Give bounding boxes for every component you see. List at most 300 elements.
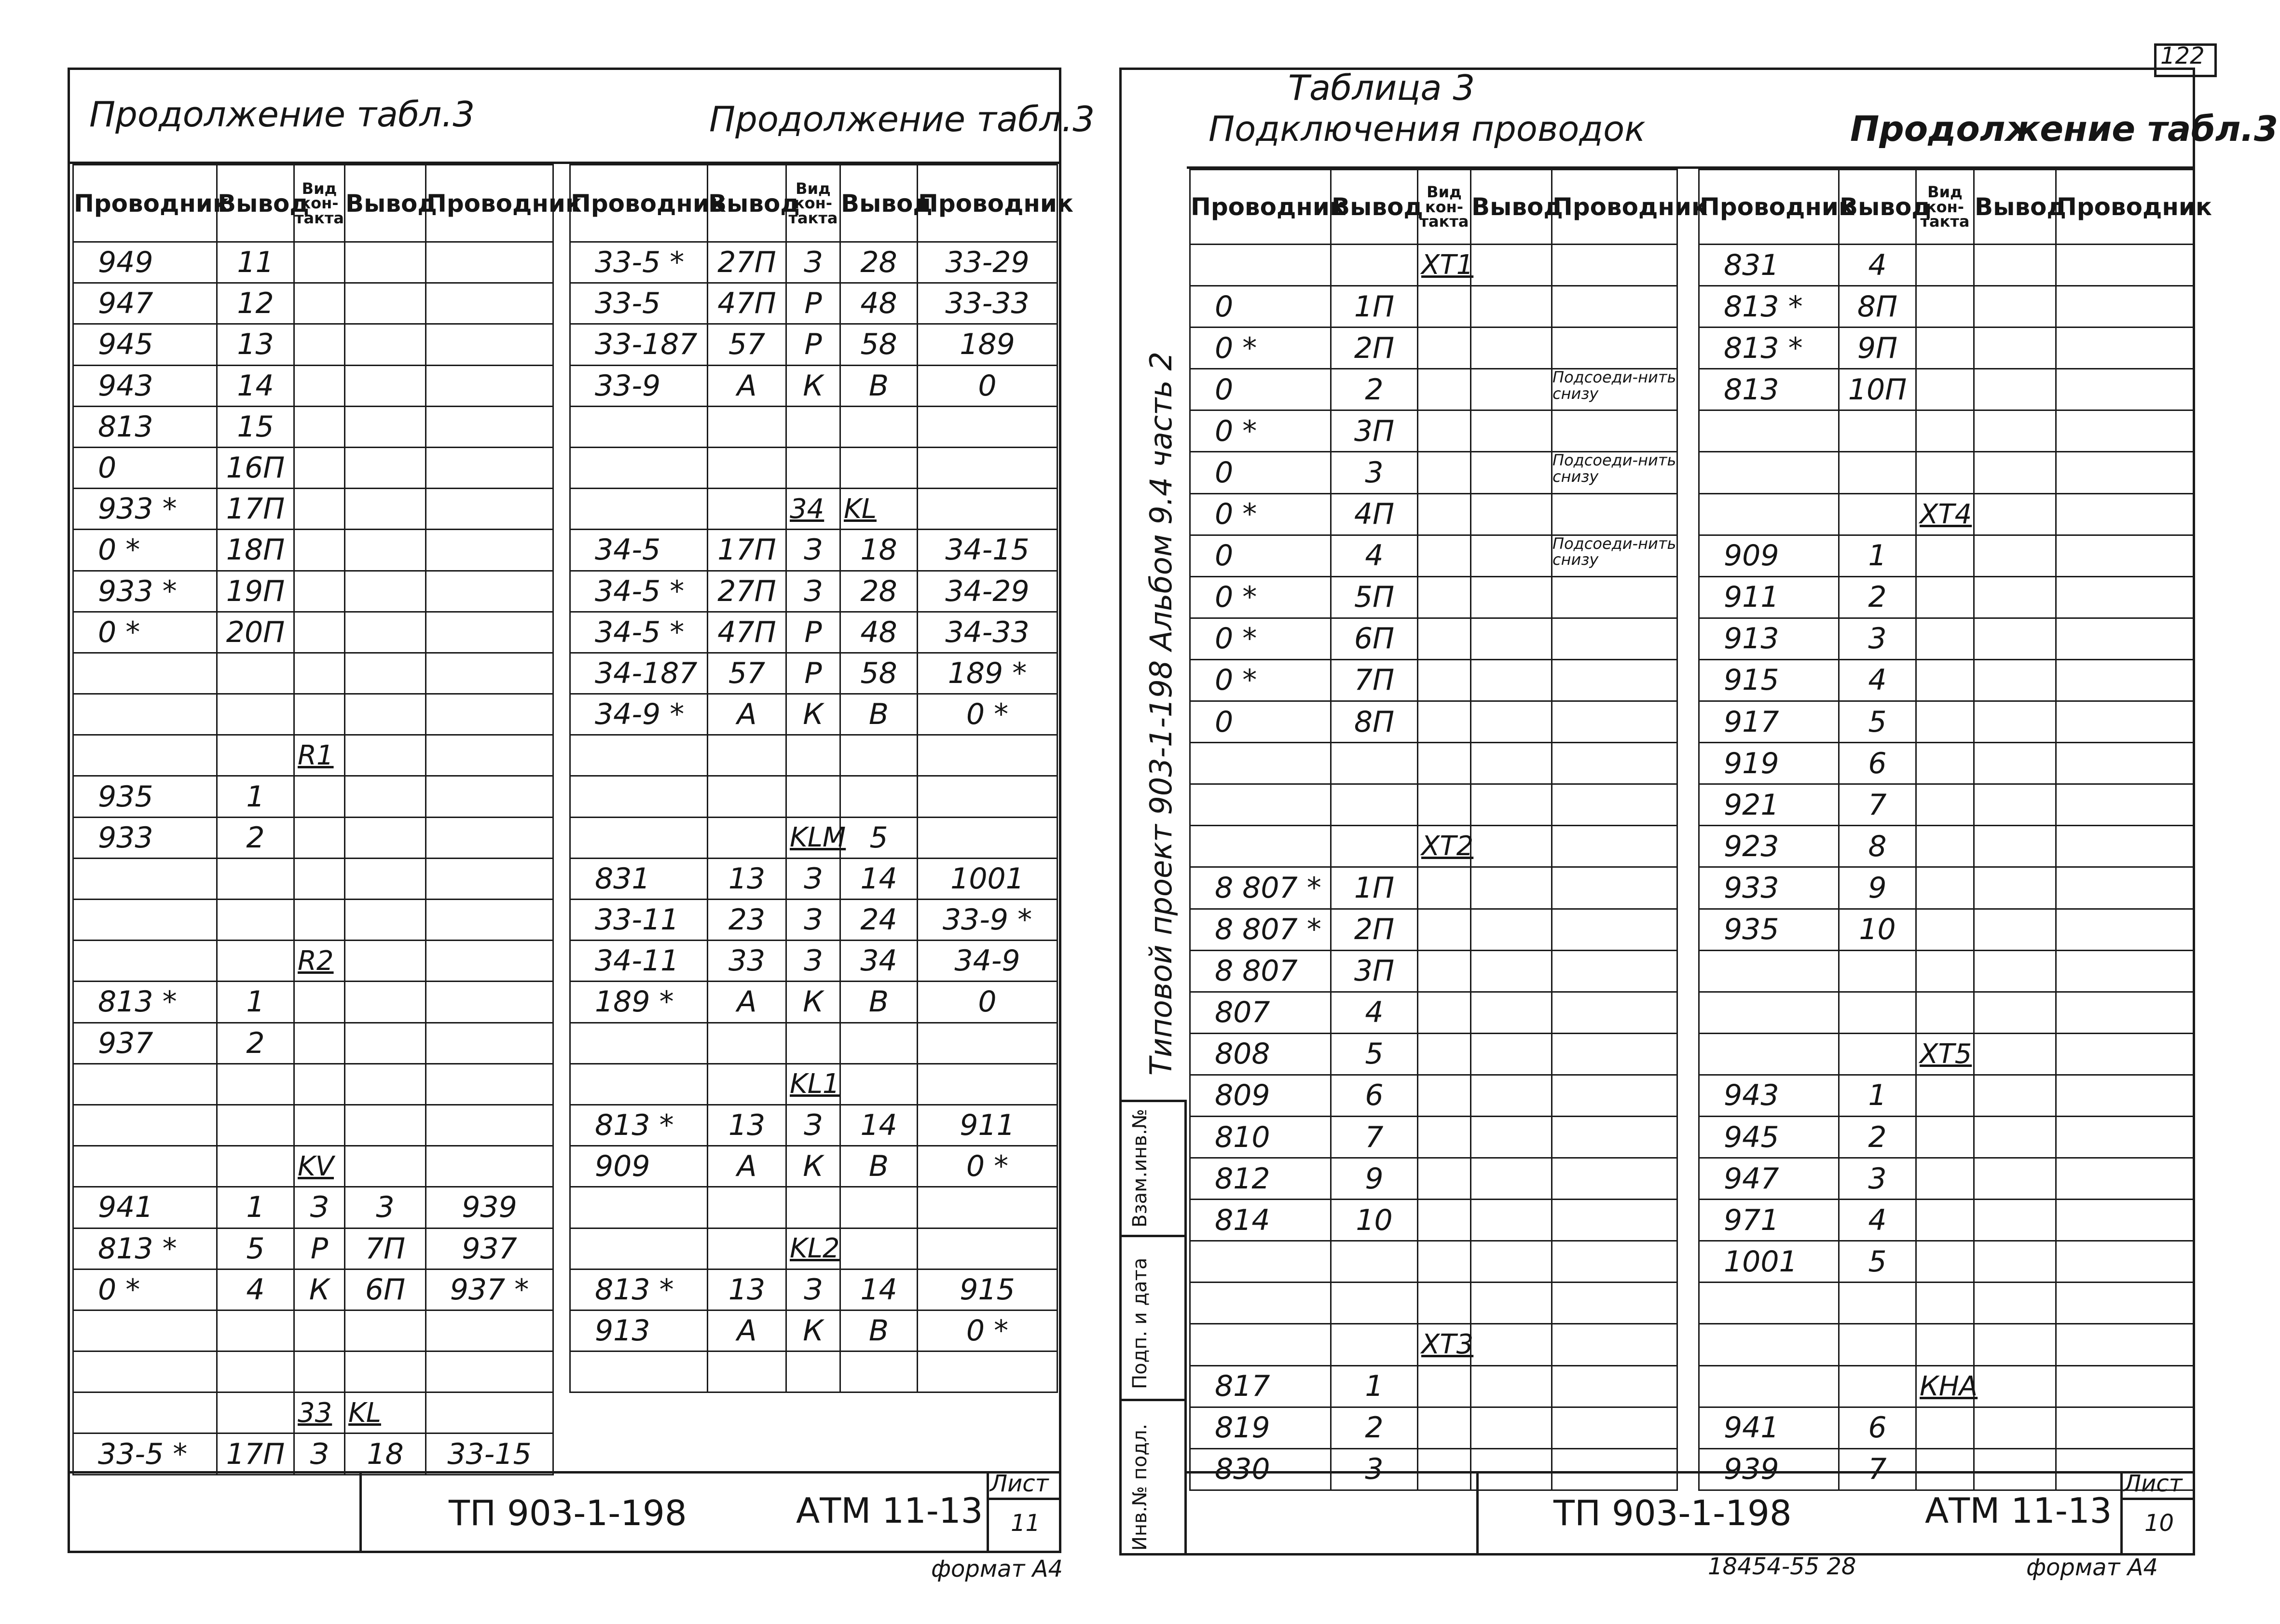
table-cell	[345, 735, 426, 776]
table-cell	[1916, 245, 1974, 286]
table-cell	[1552, 328, 1677, 369]
table-row	[1699, 784, 2194, 826]
table-cell: 1	[1331, 1365, 1418, 1407]
table-cell	[2056, 950, 2194, 992]
table-cell	[570, 1228, 708, 1269]
table-row	[73, 1146, 553, 1187]
table-cell	[73, 1105, 217, 1146]
table-cell: А	[708, 982, 786, 1023]
left-stamp-sheet-rule	[987, 1498, 1061, 1500]
table-cell	[1418, 1241, 1471, 1283]
table-cell: 0 *	[918, 1310, 1058, 1351]
table-cell	[2056, 1158, 2194, 1200]
table-cell: К	[786, 365, 840, 406]
table-row	[570, 365, 1058, 406]
table-cell: 0	[1190, 701, 1331, 743]
table-cell: 921	[1699, 784, 1839, 826]
table-cell	[1418, 1075, 1471, 1116]
table-cell	[345, 612, 426, 653]
table-cell	[1916, 1407, 1974, 1448]
header-conductor: Проводник	[426, 165, 553, 242]
table-cell: 34-29	[918, 571, 1058, 612]
table-cell	[1974, 909, 2056, 950]
table-cell	[1916, 1241, 1974, 1283]
table-cell: 6П	[345, 1269, 426, 1310]
table-cell	[1974, 410, 2056, 452]
table-cell	[1418, 1033, 1471, 1075]
table-cell	[1331, 743, 1418, 784]
table-cell: 189 *	[570, 982, 708, 1023]
table-cell	[570, 735, 708, 776]
right-side-box-3	[1119, 1399, 1184, 1401]
table-cell	[294, 283, 345, 324]
table-cell	[1916, 1283, 1974, 1324]
table-cell: 2	[217, 1023, 294, 1064]
table-cell	[1552, 1241, 1677, 1283]
table-cell	[1916, 992, 1974, 1033]
table-cell: 941	[73, 1187, 217, 1228]
table-cell	[426, 941, 553, 982]
table-cell: 2	[1331, 1407, 1418, 1448]
table-row	[73, 858, 553, 899]
table-cell	[294, 858, 345, 899]
table-row	[1190, 950, 1677, 992]
table-row	[1190, 826, 1677, 867]
right-side-text: Типовой проект 903-1-198 Альбом 9.4 часть 2	[1143, 352, 1179, 1076]
table-cell: XT2	[1418, 826, 1471, 867]
table-cell: 14	[840, 1269, 918, 1310]
table-cell	[294, 1023, 345, 1064]
table-cell	[570, 1351, 708, 1392]
left-stamp-top	[68, 1471, 1061, 1474]
table-cell: 15	[217, 406, 294, 447]
table-cell	[1471, 410, 1552, 452]
table-row	[73, 1269, 553, 1310]
table-row	[1190, 1365, 1677, 1407]
table-row	[73, 406, 553, 447]
table-cell: В	[840, 1310, 918, 1351]
table-cell: 813 *	[73, 1228, 217, 1269]
table-cell: 27П	[708, 571, 786, 612]
table-cell: 34	[786, 489, 840, 530]
table-cell	[217, 735, 294, 776]
table-cell: R2	[294, 941, 345, 982]
table-cell	[1418, 1116, 1471, 1158]
table-cell	[1552, 743, 1677, 784]
table-cell: 7	[1839, 1448, 1916, 1490]
table-cell: 8	[1839, 826, 1916, 867]
table-cell: В	[840, 365, 918, 406]
table-row	[1699, 245, 2194, 286]
table-row	[73, 530, 553, 571]
table-cell	[2056, 1324, 2194, 1365]
table-cell: 6	[1839, 743, 1916, 784]
table-row	[73, 1310, 553, 1351]
table-row	[1699, 1241, 2194, 1283]
table-row	[1190, 369, 1677, 410]
table-cell	[1418, 493, 1471, 535]
table-cell	[1471, 1033, 1552, 1075]
table-cell	[1839, 452, 1916, 493]
table-cell	[1916, 618, 1974, 659]
table-cell	[426, 406, 553, 447]
table-cell	[1418, 867, 1471, 909]
table-row	[1699, 1075, 2194, 1116]
table-cell: 3П	[1331, 950, 1418, 992]
table-cell: 20П	[217, 612, 294, 653]
table-cell: 58	[840, 653, 918, 694]
table-cell	[2056, 245, 2194, 286]
table-cell	[73, 1351, 217, 1392]
table-cell: 913	[570, 1310, 708, 1351]
table-cell: 34-15	[918, 530, 1058, 571]
table-cell: 189	[918, 324, 1058, 365]
table-cell: 14	[217, 365, 294, 406]
table-cell: XT1	[1418, 245, 1471, 286]
table-cell	[1974, 950, 2056, 992]
table-cell	[1974, 1033, 2056, 1075]
table-cell	[426, 1392, 553, 1433]
table-cell	[294, 571, 345, 612]
table-cell: 10	[1839, 909, 1916, 950]
table-cell: 0	[1190, 286, 1331, 328]
table-cell	[426, 242, 553, 283]
table-cell	[1974, 1324, 2056, 1365]
table-cell: 813	[1699, 369, 1839, 410]
table-cell	[1552, 784, 1677, 826]
table-cell	[1552, 826, 1677, 867]
table-cell	[294, 406, 345, 447]
table-row	[1699, 1283, 2194, 1324]
table-cell: 33-15	[426, 1433, 553, 1474]
table-cell: 18	[345, 1433, 426, 1474]
header-contact-type: Вид кон-такта	[786, 165, 840, 242]
table-cell	[1471, 1283, 1552, 1324]
right-stamp-sheet-rule	[2120, 1498, 2195, 1500]
table-cell	[1471, 369, 1552, 410]
table-cell	[840, 1023, 918, 1064]
table-cell	[2056, 1116, 2194, 1158]
table-row	[1190, 535, 1677, 576]
table-cell: 1П	[1331, 286, 1418, 328]
table-cell: 33-187	[570, 324, 708, 365]
table-cell: Подсоеди-нить снизу	[1552, 452, 1677, 493]
table-cell	[2056, 1241, 2194, 1283]
table-cell: 0 *	[918, 1146, 1058, 1187]
table-cell	[1418, 659, 1471, 701]
table-cell	[1916, 328, 1974, 369]
table-cell: 819	[1190, 1407, 1331, 1448]
table-cell	[1839, 1324, 1916, 1365]
table-cell	[1916, 369, 1974, 410]
table-cell	[1552, 1075, 1677, 1116]
header-terminal: Вывод	[1839, 170, 1916, 245]
table-cell	[1552, 618, 1677, 659]
table-cell	[345, 283, 426, 324]
table-cell: 807	[1190, 992, 1331, 1033]
table-row	[1699, 826, 2194, 867]
table-cell	[2056, 1283, 2194, 1324]
table-cell	[73, 735, 217, 776]
table-cell: 0 *	[918, 694, 1058, 735]
table-cell	[2056, 784, 2194, 826]
table-cell: 8П	[1839, 286, 1916, 328]
table-cell	[570, 1023, 708, 1064]
table-cell	[73, 900, 217, 941]
table-cell	[1190, 784, 1331, 826]
right-side-box-2	[1119, 1235, 1184, 1237]
table-cell: 34-5 *	[570, 612, 708, 653]
table-row	[73, 1023, 553, 1064]
table-row	[570, 941, 1058, 982]
table-cell	[1418, 1200, 1471, 1241]
table-cell: 949	[73, 242, 217, 283]
table-cell: 33-5 *	[570, 242, 708, 283]
table-cell: 33-29	[918, 242, 1058, 283]
table-cell	[345, 694, 426, 735]
table-cell: 0 *	[1190, 576, 1331, 618]
table-row	[1699, 659, 2194, 701]
table-cell	[918, 447, 1058, 488]
table-cell	[1916, 701, 1974, 743]
table-cell	[1916, 743, 1974, 784]
table-cell	[426, 571, 553, 612]
table-cell: 809	[1190, 1075, 1331, 1116]
table-cell: 1П	[1331, 867, 1418, 909]
table-cell: 34-5 *	[570, 571, 708, 612]
table-row	[1699, 1033, 2194, 1075]
table-row	[1190, 867, 1677, 909]
table-cell: А	[708, 694, 786, 735]
table-row	[73, 447, 553, 488]
table-cell	[2056, 659, 2194, 701]
table-cell	[1916, 659, 1974, 701]
table-cell	[570, 447, 708, 488]
table-cell	[345, 653, 426, 694]
table-cell: 945	[73, 324, 217, 365]
left-table-1	[72, 164, 582, 1475]
table-cell: 48	[840, 283, 918, 324]
left-stamp-mark: АТМ 11-13	[796, 1490, 983, 1531]
table-cell: 57	[708, 653, 786, 694]
table-row	[570, 858, 1058, 899]
right-side-box-1	[1119, 1100, 1184, 1102]
table-cell: 1	[217, 1187, 294, 1228]
table-cell	[570, 817, 708, 858]
table-cell	[73, 694, 217, 735]
left-caption-2: Продолжение табл.3	[709, 99, 1095, 139]
table-cell	[708, 776, 786, 817]
table-cell	[1552, 286, 1677, 328]
table-cell: 16П	[217, 447, 294, 488]
table-row	[570, 694, 1058, 735]
table-cell	[345, 1146, 426, 1187]
table-row	[73, 283, 553, 324]
table-cell	[2056, 992, 2194, 1033]
table-cell: 24	[840, 900, 918, 941]
table-cell	[1552, 245, 1677, 286]
left-format-label: формат А4	[931, 1556, 1063, 1583]
table-row	[1699, 1324, 2194, 1365]
table-cell	[1552, 1365, 1677, 1407]
table-cell	[1839, 1365, 1916, 1407]
table-cell: 11	[217, 242, 294, 283]
table-cell	[1552, 1158, 1677, 1200]
table-cell	[294, 1105, 345, 1146]
table-row	[1699, 909, 2194, 950]
table-cell	[1418, 618, 1471, 659]
table-cell	[1418, 784, 1471, 826]
table-cell	[426, 1146, 553, 1187]
table-cell: 945	[1699, 1116, 1839, 1158]
table-row	[73, 324, 553, 365]
table-cell	[1916, 1324, 1974, 1365]
table-cell	[1418, 410, 1471, 452]
table-row	[1699, 1407, 2194, 1448]
table-cell: 6П	[1331, 618, 1418, 659]
table-cell	[1471, 909, 1552, 950]
table-row	[570, 776, 1058, 817]
table-cell	[2056, 576, 2194, 618]
table-cell: 18П	[217, 530, 294, 571]
table-row	[73, 653, 553, 694]
table-cell: З	[786, 1105, 840, 1146]
table-cell	[426, 817, 553, 858]
table-row	[1190, 1241, 1677, 1283]
table-row	[570, 530, 1058, 571]
table-cell	[1552, 659, 1677, 701]
right-side-label-2: Подп. и дата	[1129, 1257, 1151, 1389]
table-cell	[2056, 369, 2194, 410]
table-cell	[73, 858, 217, 899]
table-row	[1190, 909, 1677, 950]
table-cell: 17П	[217, 1433, 294, 1474]
table-cell	[2056, 493, 2194, 535]
table-cell	[1916, 410, 1974, 452]
table-cell	[1418, 992, 1471, 1033]
table-cell: 189 *	[918, 653, 1058, 694]
right-page-number: 122	[2160, 42, 2205, 69]
table-cell	[1471, 867, 1552, 909]
table-row	[570, 1023, 1058, 1064]
table-cell	[1331, 1324, 1418, 1365]
table-row	[1190, 1283, 1677, 1324]
table-cell	[1471, 245, 1552, 286]
table-cell	[708, 1064, 786, 1105]
table-cell	[1471, 1075, 1552, 1116]
table-cell	[1331, 245, 1418, 286]
table-cell	[1471, 950, 1552, 992]
header-conductor: Проводник	[918, 165, 1058, 242]
table-cell	[840, 1351, 918, 1392]
header-contact-type: Вид кон-такта	[1418, 170, 1471, 245]
table-cell	[786, 447, 840, 488]
table-row	[73, 1187, 553, 1228]
right-table-title: Таблица 3	[1288, 68, 1475, 108]
table-cell: 27П	[708, 242, 786, 283]
table-cell	[1471, 1241, 1552, 1283]
table-cell	[1552, 1324, 1677, 1365]
table-cell: 941	[1699, 1407, 1839, 1448]
table-cell	[1471, 452, 1552, 493]
table-cell	[840, 1064, 918, 1105]
table-cell: 5	[840, 817, 918, 858]
table-cell: 808	[1190, 1033, 1331, 1075]
table-cell	[294, 324, 345, 365]
table-cell	[217, 1392, 294, 1433]
table-cell	[1418, 950, 1471, 992]
table-cell: 911	[918, 1105, 1058, 1146]
table-cell: 933 *	[73, 489, 217, 530]
table-cell	[1471, 659, 1552, 701]
table-cell	[570, 1064, 708, 1105]
table-cell: 58	[840, 324, 918, 365]
table-cell: 5	[1839, 1241, 1916, 1283]
table-cell	[1471, 1158, 1552, 1200]
table-cell	[1839, 950, 1916, 992]
table-cell: 4	[1839, 1200, 1916, 1241]
table-cell: 3	[1331, 1448, 1418, 1490]
table-cell: 5	[1839, 701, 1916, 743]
table-row	[570, 982, 1058, 1023]
table-cell	[2056, 1033, 2194, 1075]
table-cell	[294, 653, 345, 694]
table-cell	[1974, 328, 2056, 369]
table-cell: 8 807 *	[1190, 909, 1331, 950]
table-cell	[345, 941, 426, 982]
table-cell: 34-9 *	[570, 694, 708, 735]
table-cell: 810	[1190, 1116, 1331, 1158]
table-row	[570, 817, 1058, 858]
table-row	[73, 941, 553, 982]
table-cell	[345, 817, 426, 858]
table-cell: 0	[1190, 535, 1331, 576]
table-cell	[708, 1351, 786, 1392]
table-cell	[1552, 867, 1677, 909]
table-cell	[1471, 1324, 1552, 1365]
table-row	[570, 1310, 1058, 1351]
table-cell: 933	[73, 817, 217, 858]
table-cell: 5П	[1331, 576, 1418, 618]
table-cell: 8П	[1331, 701, 1418, 743]
table-cell	[918, 1187, 1058, 1228]
table-cell: KV	[294, 1146, 345, 1187]
table-row	[570, 447, 1058, 488]
table-cell	[1974, 1075, 2056, 1116]
header-contact-type: Вид кон-такта	[1916, 170, 1974, 245]
table-row	[1699, 286, 2194, 328]
table-row	[1190, 328, 1677, 369]
table-cell	[1839, 1283, 1916, 1324]
table-row	[1699, 493, 2194, 535]
table-cell	[1418, 1448, 1471, 1490]
table-row	[1699, 1448, 2194, 1490]
table-row	[1699, 618, 2194, 659]
header-terminal: Вывод	[1471, 170, 1552, 245]
table-cell: Подсоеди-нить снизу	[1552, 535, 1677, 576]
table-cell: 0 *	[1190, 618, 1331, 659]
table-cell: Р	[786, 653, 840, 694]
table-cell: 0	[918, 982, 1058, 1023]
table-cell	[1471, 618, 1552, 659]
table-row	[1190, 1033, 1677, 1075]
table-cell	[1331, 1283, 1418, 1324]
table-cell	[345, 982, 426, 1023]
header-conductor: Проводник	[2056, 170, 2194, 245]
table-cell: 937	[426, 1228, 553, 1269]
table-cell	[217, 1105, 294, 1146]
table-cell: Р	[786, 324, 840, 365]
